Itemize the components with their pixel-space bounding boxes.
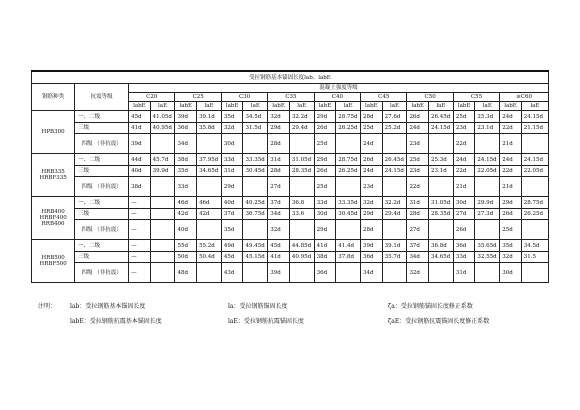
value-cell: 43d (221, 263, 243, 283)
concrete-level-header: C55 (453, 93, 499, 102)
subcol-header: laE (336, 102, 361, 111)
value-cell: 31.05d (429, 197, 454, 209)
value-cell: 40.95d (289, 252, 314, 263)
value-cell: 28.35d (289, 166, 314, 177)
value-cell: 32d (407, 263, 429, 283)
value-cell: 41.05d (150, 111, 175, 123)
value-cell (150, 197, 175, 209)
value-cell: 44d (129, 154, 151, 166)
value-cell: 29d (500, 197, 522, 209)
value-cell: 36d (453, 240, 475, 252)
value-cell: 37d (407, 240, 429, 252)
value-cell: 28.75d (521, 197, 548, 209)
value-cell: 22d (500, 123, 522, 134)
value-cell: 26d (407, 111, 429, 123)
value-cell (336, 220, 361, 240)
value-cell: 30d (314, 209, 336, 220)
value-cell: 29d (221, 177, 243, 197)
value-cell: 55.2d (197, 240, 222, 252)
value-cell: 22.05d (521, 166, 548, 177)
value-cell: 32.55d (475, 252, 500, 263)
value-cell: — (129, 252, 151, 263)
value-cell: 42d (197, 209, 222, 220)
anchorage-length-table (31, 70, 549, 283)
value-cell: 22d (453, 134, 475, 154)
value-cell: 31.05d (289, 154, 314, 166)
value-cell: 46d (175, 197, 197, 209)
value-cell: 23d (453, 123, 475, 134)
value-cell: 21d (500, 177, 522, 197)
value-cell (197, 177, 222, 197)
note-zeta-a: ζa：受拉钢筋锚固长度修正系数 (388, 303, 473, 310)
value-cell (197, 220, 222, 240)
value-cell: 35.8d (197, 123, 222, 134)
value-cell: 32d (500, 252, 522, 263)
subcol-header: labE (175, 102, 197, 111)
value-cell: 23d (407, 134, 429, 154)
concrete-level-header: C50 (407, 93, 453, 102)
value-cell: 32d (221, 123, 243, 134)
value-cell: 25.3d (429, 154, 454, 166)
value-cell: 50d (175, 252, 197, 263)
value-cell (197, 134, 222, 154)
value-cell: 41d (314, 240, 336, 252)
value-cell: 37.95d (197, 154, 222, 166)
value-cell: 33.6 (289, 209, 314, 220)
value-cell: 26.25d (336, 123, 361, 134)
value-cell: 30.45d (336, 209, 361, 220)
concrete-level-header: C30 (221, 93, 267, 102)
value-cell: 40d (129, 166, 151, 177)
seismic-grade-header: 抗震等级 (75, 84, 129, 111)
value-cell: 24d (453, 154, 475, 166)
value-cell: 26.45d (382, 154, 407, 166)
value-cell: 49d (221, 240, 243, 252)
value-cell: 36.75d (243, 209, 268, 220)
value-cell: — (129, 197, 151, 209)
seismic-grade-cell: 四级 （非抗震） (75, 220, 129, 240)
value-cell: 36.8 (289, 197, 314, 209)
concrete-level-header: C40 (314, 93, 360, 102)
value-cell (243, 134, 268, 154)
value-cell: 29.4d (382, 209, 407, 220)
seismic-grade-cell: 四级 （非抗震） (75, 263, 129, 283)
value-cell (336, 263, 361, 283)
table-row (32, 220, 549, 240)
value-cell (475, 263, 500, 283)
value-cell: 37.8d (336, 252, 361, 263)
subcol-header: laE (475, 102, 500, 111)
table-row (32, 177, 549, 197)
value-cell: 31.5 (521, 252, 548, 263)
value-cell: 41.4d (336, 240, 361, 252)
value-cell: 26d (453, 220, 475, 240)
value-cell (150, 252, 175, 263)
value-cell: 21d (453, 177, 475, 197)
value-cell: 21d (500, 134, 522, 154)
value-cell: 45d (129, 111, 151, 123)
steel-type-cell: HRB400 HRBF400 RRB400 (32, 197, 75, 240)
value-cell: 35d (500, 240, 522, 252)
value-cell: 28.35d (429, 209, 454, 220)
value-cell: 25d (453, 111, 475, 123)
value-cell: 39d (268, 263, 290, 283)
value-cell (197, 263, 222, 283)
value-cell: 29d (314, 154, 336, 166)
value-cell: 26.25d (521, 209, 548, 220)
value-cell: 32d (268, 220, 290, 240)
notes-row (38, 299, 558, 314)
subcol-header: labE (268, 102, 290, 111)
table-row (32, 252, 549, 263)
value-cell: 32d (268, 111, 290, 123)
value-cell: 48d (175, 263, 197, 283)
notes-row (38, 314, 558, 329)
value-cell (429, 263, 454, 283)
value-cell: 39.1d (382, 240, 407, 252)
subcol-header: labE (361, 102, 383, 111)
value-cell (150, 220, 175, 240)
value-cell: 35d (221, 111, 243, 123)
table-row (32, 209, 549, 220)
value-cell: 26.25d (336, 166, 361, 177)
value-cell: 28d (361, 220, 383, 240)
value-cell: 33d (221, 154, 243, 166)
value-cell: 35d (221, 220, 243, 240)
value-cell: 28d (407, 209, 429, 220)
value-cell: 50.4d (197, 252, 222, 263)
value-cell: 34d (361, 263, 383, 283)
value-cell: 26d (500, 209, 522, 220)
value-cell: 44.85d (289, 240, 314, 252)
value-cell: 31d (453, 263, 475, 283)
note-lab: lab：受拉钢筋基本锚固长度 (70, 303, 146, 310)
table-row (32, 154, 549, 166)
seismic-grade-cell: 一、二级 (75, 197, 129, 209)
steel-type-cell: HRB500 HRBF500 (32, 240, 75, 283)
value-cell (429, 220, 454, 240)
value-cell: 28d (268, 134, 290, 154)
anchorage-table-sheet (31, 70, 549, 283)
value-cell (382, 134, 407, 154)
value-cell: 25d (500, 220, 522, 240)
value-cell (289, 263, 314, 283)
subcol-header: labE (314, 102, 336, 111)
value-cell: 32.2d (382, 197, 407, 209)
value-cell: 23d (407, 166, 429, 177)
table-row (32, 134, 549, 154)
value-cell: 29.9d (475, 197, 500, 209)
value-cell: 31.5d (243, 123, 268, 134)
value-cell: — (129, 263, 151, 283)
seismic-grade-cell: 三级 (75, 209, 129, 220)
value-cell: 38d (175, 154, 197, 166)
concrete-level-header: C45 (361, 93, 407, 102)
value-cell: — (129, 209, 151, 220)
value-cell: 32.2d (289, 111, 314, 123)
value-cell (521, 177, 548, 197)
table-row (32, 166, 549, 177)
value-cell: 38d (129, 177, 151, 197)
value-cell: 39.1d (197, 111, 222, 123)
seismic-grade-cell: 一、二级 (75, 240, 129, 252)
seismic-grade-cell: 一、二级 (75, 154, 129, 166)
value-cell (336, 177, 361, 197)
value-cell: 34d (175, 134, 197, 154)
value-cell: 24d (407, 123, 429, 134)
subcol-header: laE (289, 102, 314, 111)
value-cell: 22.05d (475, 166, 500, 177)
value-cell: 29d (314, 220, 336, 240)
value-cell: 42d (175, 209, 197, 220)
value-cell: 25.2d (382, 123, 407, 134)
value-cell: 34.5d (521, 240, 548, 252)
value-cell: 29d (361, 209, 383, 220)
value-cell: 41d (268, 252, 290, 263)
concrete-grade-header: 混凝土强度等级 (129, 84, 549, 93)
note-labe: labE：受拉钢筋抗震基本锚固长度 (70, 318, 162, 325)
value-cell: 27d (268, 177, 290, 197)
value-cell (150, 134, 175, 154)
value-cell: 23d (361, 177, 383, 197)
value-cell: 29.4d (289, 123, 314, 134)
value-cell: 27d (453, 209, 475, 220)
value-cell: 35.7d (382, 252, 407, 263)
value-cell: 26d (314, 166, 336, 177)
table-row (32, 111, 549, 123)
steel-type-cell: HPB300 (32, 111, 75, 154)
subcol-header: laE (521, 102, 548, 111)
value-cell (336, 134, 361, 154)
value-cell: 33d (314, 197, 336, 209)
value-cell (150, 240, 175, 252)
value-cell: 24.15d (475, 154, 500, 166)
value-cell: 40.25d (243, 197, 268, 209)
value-cell: 55d (175, 240, 197, 252)
value-cell: 35d (175, 166, 197, 177)
table-row (32, 197, 549, 209)
note-lae: laE：受拉钢筋抗震锚固长度 (228, 318, 304, 325)
value-cell: 36d (314, 263, 336, 283)
value-cell: 22d (453, 166, 475, 177)
value-cell: 22d (500, 166, 522, 177)
value-cell: 23.1d (475, 123, 500, 134)
value-cell: 41d (129, 123, 151, 134)
concrete-level-header: C20 (129, 93, 175, 102)
value-cell: 36d (361, 252, 383, 263)
value-cell (429, 177, 454, 197)
seismic-grade-cell: 一、二级 (75, 111, 129, 123)
subcol-header: labE (500, 102, 522, 111)
value-cell: 46d (197, 197, 222, 209)
seismic-grade-cell: 三级 (75, 252, 129, 263)
table-row (32, 240, 549, 252)
value-cell: 34d (407, 252, 429, 263)
value-cell (289, 134, 314, 154)
value-cell (243, 220, 268, 240)
concrete-level-header: C35 (268, 93, 314, 102)
value-cell (521, 134, 548, 154)
value-cell (382, 220, 407, 240)
value-cell: 24d (361, 166, 383, 177)
value-cell: 22d (407, 177, 429, 197)
concrete-level-header: C25 (175, 93, 221, 102)
value-cell (289, 177, 314, 197)
value-cell (521, 263, 548, 283)
value-cell: 31d (221, 166, 243, 177)
value-cell (243, 263, 268, 283)
notes-section (38, 299, 558, 329)
value-cell: 27d (407, 220, 429, 240)
value-cell: 33d (175, 177, 197, 197)
value-cell: 49.45d (243, 240, 268, 252)
value-cell: 28.75d (336, 154, 361, 166)
seismic-grade-cell: 四级 （非抗震） (75, 134, 129, 154)
value-cell: 40.95d (150, 123, 175, 134)
value-cell: 33.35d (243, 154, 268, 166)
subcol-header: labE (221, 102, 243, 111)
note-zeta-ae: ζaE：受拉钢筋抗震锚固长度修正系数 (388, 318, 490, 325)
value-cell: 45d (221, 252, 243, 263)
value-cell (475, 134, 500, 154)
value-cell: 37d (221, 209, 243, 220)
value-cell: 32d (361, 197, 383, 209)
value-cell: 35.65d (475, 240, 500, 252)
value-cell: 45d (268, 240, 290, 252)
steel-type-header: 钢筋种类 (32, 84, 75, 111)
subcol-header: laE (429, 102, 454, 111)
value-cell: 34.5d (243, 111, 268, 123)
value-cell: 25d (407, 154, 429, 166)
table-row (32, 263, 549, 283)
value-cell (475, 177, 500, 197)
value-cell: 29d (268, 123, 290, 134)
value-cell: 34.65d (197, 166, 222, 177)
seismic-grade-cell: 三级 (75, 166, 129, 177)
subcol-header: laE (150, 102, 175, 111)
concrete-level-header: ≥C60 (500, 93, 549, 102)
value-cell: 40d (175, 220, 197, 240)
value-cell: 27.6d (382, 111, 407, 123)
value-cell: 24d (500, 111, 522, 123)
value-cell: 30d (221, 134, 243, 154)
value-cell: 33.35d (336, 197, 361, 209)
value-cell: 24.15d (521, 111, 548, 123)
value-cell: 27.3d (475, 209, 500, 220)
value-cell: 25.3d (475, 111, 500, 123)
value-cell: 39d (361, 240, 383, 252)
subcol-header: labE (407, 102, 429, 111)
subcol-header: laE (382, 102, 407, 111)
value-cell: 28.75d (336, 111, 361, 123)
value-cell: 39.9d (150, 166, 175, 177)
value-cell (382, 177, 407, 197)
value-cell: 34d (268, 209, 290, 220)
value-cell: 26.45d (429, 111, 454, 123)
value-cell (150, 263, 175, 283)
note-la: la：受拉钢筋锚固长度 (228, 303, 288, 310)
subcol-header: labE (129, 102, 151, 111)
table-row (32, 123, 549, 134)
value-cell (521, 220, 548, 240)
value-cell: — (129, 240, 151, 252)
table-title: 受拉钢筋基本锚固长度lab、labE (32, 71, 549, 84)
value-cell: 28d (268, 166, 290, 177)
value-cell: 36.8d (429, 240, 454, 252)
subcol-header: laE (197, 102, 222, 111)
value-cell: 45.7d (150, 154, 175, 166)
value-cell (475, 220, 500, 240)
value-cell: 28d (361, 111, 383, 123)
seismic-grade-cell: 三级 (75, 123, 129, 134)
subcol-header: laE (243, 102, 268, 111)
value-cell: 24d (500, 154, 522, 166)
value-cell: 25d (314, 134, 336, 154)
value-cell: 30d (500, 263, 522, 283)
value-cell: 34.65d (429, 252, 454, 263)
value-cell: 24.15d (382, 166, 407, 177)
value-cell: 33d (453, 252, 475, 263)
value-cell: 26d (314, 123, 336, 134)
value-cell: 24.15d (521, 154, 548, 166)
subcol-header: labE (453, 102, 475, 111)
value-cell (150, 209, 175, 220)
value-cell: 25d (314, 177, 336, 197)
value-cell: 39d (129, 134, 151, 154)
notes-label: 注明： (38, 303, 57, 310)
value-cell: 31d (407, 197, 429, 209)
value-cell: 29d (314, 111, 336, 123)
seismic-grade-cell: 四级 （非抗震） (75, 177, 129, 197)
value-cell (150, 177, 175, 197)
value-cell (382, 263, 407, 283)
steel-type-cell: HRB335 HRBF335 (32, 154, 75, 197)
value-cell: 36d (175, 123, 197, 134)
value-cell: 26d (361, 154, 383, 166)
value-cell: 39d (175, 111, 197, 123)
value-cell: — (129, 220, 151, 240)
value-cell: 24d (361, 134, 383, 154)
value-cell: 21.15d (521, 123, 548, 134)
value-cell: 30.45d (243, 166, 268, 177)
value-cell: 23.1d (429, 166, 454, 177)
value-cell (429, 134, 454, 154)
value-cell: 24.15d (429, 123, 454, 134)
value-cell: 45.15d (243, 252, 268, 263)
value-cell: 30d (453, 197, 475, 209)
value-cell: 31d (268, 154, 290, 166)
value-cell: 38d (314, 252, 336, 263)
value-cell: 40d (221, 197, 243, 209)
value-cell: 37d (268, 197, 290, 209)
value-cell (289, 220, 314, 240)
value-cell: 25d (361, 123, 383, 134)
value-cell (243, 177, 268, 197)
